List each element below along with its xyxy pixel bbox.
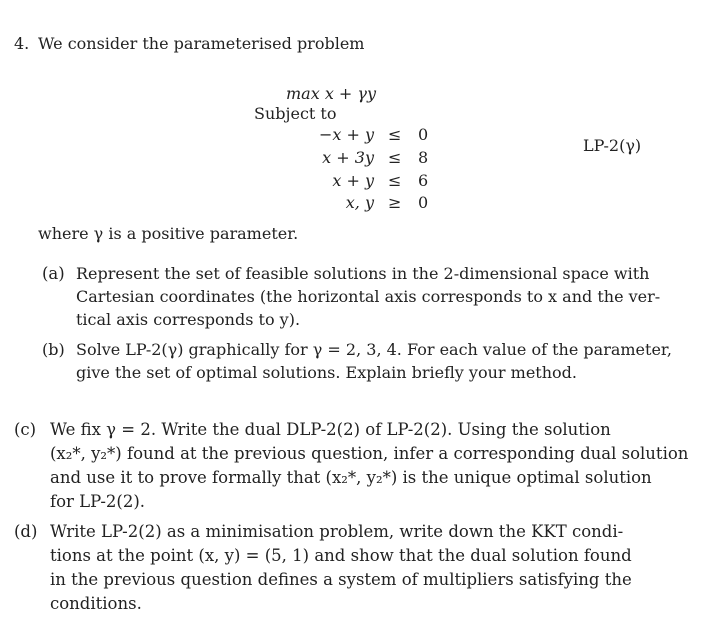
problem-number: 4. <box>14 34 30 53</box>
part-d-text <box>50 520 662 616</box>
subject-to-label: Subject to <box>254 104 337 123</box>
part-c-line: We fix γ = 2. Write the dual DLP-2(2) of LP-2(2). Using the solution <box>50 420 611 439</box>
part-d-line: tions at the point (x, y) = (5, 1) and show that the dual solution found <box>50 546 632 565</box>
constraint-lhs: x, y <box>345 193 374 212</box>
part-c-line: and use it to prove formally that (x₂*, y₂*) is the unique optimal solution <box>50 468 652 487</box>
constraint-rhs: 8 <box>418 148 429 167</box>
constraint-lhs: −x + y <box>318 125 374 144</box>
part-a-line: Cartesian coordinates (the horizontal axis corresponds to x and the ver- <box>76 287 661 306</box>
constraint-rhs: 0 <box>418 125 429 144</box>
constraint-lhs: x + 3y <box>322 148 374 167</box>
constraint-relation: ≤ <box>388 125 402 144</box>
part-c-line: for LP-2(2). <box>50 492 146 511</box>
part-d-line: in the previous question defines a system of multipliers satisfying the <box>50 570 632 589</box>
part-b-label: (b) <box>42 340 65 359</box>
part-b-text <box>76 338 672 384</box>
constraint-rhs: 0 <box>418 193 429 212</box>
part-b-line: give the set of optimal solutions. Explain briefly your method. <box>76 363 577 382</box>
part-a-line: tical axis corresponds to y). <box>76 310 301 329</box>
part-d-line: conditions. <box>50 594 142 613</box>
part-d-label: (d) <box>14 522 38 541</box>
part-b-line: Solve LP-2(γ) graphically for γ = 2, 3, 4. For each value of the parameter, <box>76 340 672 359</box>
constraint-rhs: 6 <box>418 171 429 190</box>
part-c-line: (x₂*, y₂*) found at the previous question, infer a corresponding dual solution <box>50 444 689 463</box>
constraint-relation: ≤ <box>388 171 402 190</box>
constraint-relation: ≤ <box>388 148 402 167</box>
part-d-line: Write LP-2(2) as a minimisation problem, write down the KKT condi- <box>50 522 624 541</box>
part-a-text <box>76 262 661 331</box>
part-a-label: (a) <box>42 264 65 283</box>
problem-tag: LP-2(γ) <box>583 136 642 155</box>
constraint-lhs: x + y <box>332 171 374 190</box>
parameter-note: where γ is a positive parameter. <box>38 224 299 243</box>
part-c-text <box>50 418 689 514</box>
problem-intro: We consider the parameterised problem <box>38 34 365 53</box>
objective: max x + γy <box>286 84 377 103</box>
part-c-label: (c) <box>14 420 37 439</box>
constraint-relation: ≥ <box>388 193 402 212</box>
part-a-line: Represent the set of feasible solutions in the 2-dimensional space with <box>76 264 650 283</box>
